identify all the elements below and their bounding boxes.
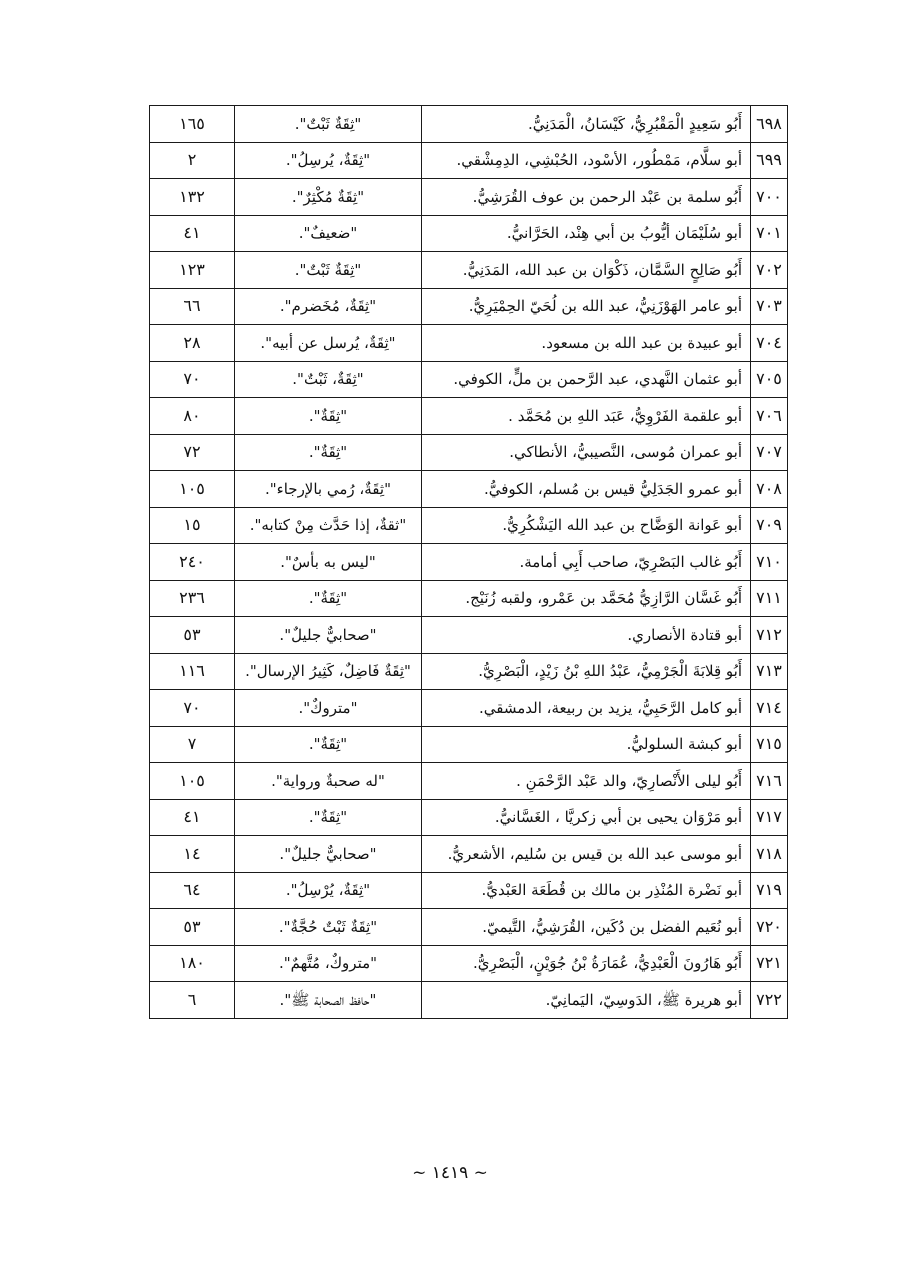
narrator-grade: "ثقةٌ، إذا حَدَّث مِنْ كتابه". (235, 507, 422, 544)
row-number: ٧١٣ (751, 653, 788, 690)
table-row (150, 544, 788, 581)
narrator-grade: "ثِقَةٌ، مُخَضرم". (235, 288, 422, 325)
table-row (150, 325, 788, 362)
row-number: ٧١٩ (751, 872, 788, 909)
narrator-grade: "حافظ الصحابة ﷺ". (235, 982, 422, 1019)
narrator-name: أبو سُلَيْمَان أيُّوبُ بن أبي هِنْد، الحَرَّانيُّ. (422, 215, 751, 252)
narrator-name: أبو عبيدة بن عبد الله بن مسعود. (422, 325, 751, 362)
narrator-name: أبو كامل الرَّحَبِيُّ، يزيد بن ربيعة، الدمشقي. (422, 690, 751, 727)
narration-count: ٤١ (150, 215, 235, 252)
narrator-name: أبو قتادة الأنصاري. (422, 617, 751, 654)
row-number: ٧٠٣ (751, 288, 788, 325)
narrator-grade: "ثِقَةٌ، رُمي بالإرجاء". (235, 471, 422, 508)
narrator-grade: "ثِقَةٌ، يُرسِلُ". (235, 142, 422, 179)
table-row (150, 288, 788, 325)
narrator-grade: "ثِقَةٌ فَاضِلٌ، كَثِيرُ الإرسال". (235, 653, 422, 690)
row-number: ٧١٠ (751, 544, 788, 581)
row-number: ٧١٦ (751, 763, 788, 800)
row-number: ٧٠٤ (751, 325, 788, 362)
table-row (150, 252, 788, 289)
table-row (150, 909, 788, 946)
narrator-name: أَبُو هَارُونَ الْعَبْدِيُّ، عُمَارَةُ بْنُ جُوَيْنٍ، الْبَصْرِيُّ. (422, 945, 751, 982)
narration-count: ٨٠ (150, 398, 235, 435)
narrator-grade: "ثِقَةٌ". (235, 799, 422, 836)
narrator-grade: "ليس به بأسٌ". (235, 544, 422, 581)
narrator-grade: "ثِقَةٌ، ثَبْتٌ". (235, 361, 422, 398)
narrator-grade: "له صحبةٌ ورواية". (235, 763, 422, 800)
table-row (150, 398, 788, 435)
narrator-name: أَبُو سَعِيدٍ الْمَقْبُرِيُّ، كَيْسَانُ، الْمَدَنِيُّ. (422, 106, 751, 143)
narrator-grade: "ثِقَةٌ ثَبْتٌ". (235, 252, 422, 289)
narration-count: ١٢٣ (150, 252, 235, 289)
narrator-grade: "صحابيٌّ جليلٌ". (235, 836, 422, 873)
row-number: ٧٠٨ (751, 471, 788, 508)
row-number: ٧١٧ (751, 799, 788, 836)
narrators-table (149, 105, 788, 1019)
narration-count: ١١٦ (150, 653, 235, 690)
row-number: ٧٢٢ (751, 982, 788, 1019)
row-number: ٧٢١ (751, 945, 788, 982)
narration-count: ١٤ (150, 836, 235, 873)
narration-count: ٧ (150, 726, 235, 763)
table-row (150, 872, 788, 909)
narration-count: ١٦٥ (150, 106, 235, 143)
narrator-grade: "ثِقَةٌ ثَبْتٌ حُجَّةٌ". (235, 909, 422, 946)
row-number: ٧١٥ (751, 726, 788, 763)
narrator-name: أبو موسى عبد الله بن قيس بن سُليم، الأشعريُّ. (422, 836, 751, 873)
narration-count: ٢٤٠ (150, 544, 235, 581)
narrator-grade: "ثِقَةٌ". (235, 580, 422, 617)
row-number: ٧١١ (751, 580, 788, 617)
narration-count: ٧٢ (150, 434, 235, 471)
table-row (150, 179, 788, 216)
row-number: ٦٩٨ (751, 106, 788, 143)
narrator-grade: "متروكٌ". (235, 690, 422, 727)
narration-count: ١٨٠ (150, 945, 235, 982)
narrator-name: أبو علقمة الفَرْوِيُّ، عَبَد اللهِ بن مُحَمَّد . (422, 398, 751, 435)
narrator-name: أَبُو سلمة بن عَبْد الرحمن بن عوف القُرَشِيُّ. (422, 179, 751, 216)
narration-count: ١٠٥ (150, 471, 235, 508)
narrator-name: أَبُو غالب البَصْرِيّ، صاحب أَبِي أمامة. (422, 544, 751, 581)
narration-count: ١٥ (150, 507, 235, 544)
row-number: ٧٠٧ (751, 434, 788, 471)
table-row (150, 726, 788, 763)
row-number: ٧٠٩ (751, 507, 788, 544)
narration-count: ٦٤ (150, 872, 235, 909)
table-row (150, 142, 788, 179)
row-number: ٧١٨ (751, 836, 788, 873)
row-number: ٧٠٦ (751, 398, 788, 435)
narrator-name: أبو عمران مُوسى، النَّصيبيُّ، الأنطاكي. (422, 434, 751, 471)
narrator-grade: "ثِقَةٌ". (235, 434, 422, 471)
narrator-name: أبو نَضْرة المُنْذِر بن مالك بن قُطَعَة العَبْديُّ. (422, 872, 751, 909)
table-row (150, 799, 788, 836)
narrator-grade: "ثِقَةٌ، يُرسل عن أبيه". (235, 325, 422, 362)
narration-count: ٦ (150, 982, 235, 1019)
narration-count: ١٠٥ (150, 763, 235, 800)
narrator-grade: "ثِقَةٌ مُكْثِرٌ". (235, 179, 422, 216)
row-number: ٧٠٠ (751, 179, 788, 216)
table-row (150, 471, 788, 508)
table-row (150, 690, 788, 727)
narrator-name: أبو عثمان النَّهدي، عبد الرَّحمن بن ملٍّ، الكوفي. (422, 361, 751, 398)
narration-count: ٢٨ (150, 325, 235, 362)
narrator-name: أبو عامر الهَوْزَنِيُّ، عبد الله بن لُحَيّ الحِمْيَرِيُّ. (422, 288, 751, 325)
row-number: ٧٠٢ (751, 252, 788, 289)
narration-count: ٦٦ (150, 288, 235, 325)
table-row (150, 945, 788, 982)
table-row (150, 434, 788, 471)
narration-count: ٥٣ (150, 617, 235, 654)
table-row (150, 836, 788, 873)
narrator-name: أبو كبشة السلوليُّ. (422, 726, 751, 763)
row-number: ٧٠١ (751, 215, 788, 252)
narrator-grade: "ثِقَةٌ ثَبْتٌ". (235, 106, 422, 143)
narrator-name: أَبُو غَسَّان الرَّازِيُّ مُحَمَّد بن عَمْرو، ولقبه زُنَيْج. (422, 580, 751, 617)
narrator-name: أَبُو ليلى الأَنْصارِيّ، والد عَبْد الرَّحْمَنِ . (422, 763, 751, 800)
table-row (150, 361, 788, 398)
narrator-name: أبو عمرو الجَدَلِيُّ قيس بن مُسلم، الكوفيُّ. (422, 471, 751, 508)
row-number: ٦٩٩ (751, 142, 788, 179)
table-row (150, 763, 788, 800)
narration-count: ٧٠ (150, 690, 235, 727)
table-row (150, 580, 788, 617)
table-row (150, 617, 788, 654)
narrator-grade: "متروكٌ، مُتَّهمٌ". (235, 945, 422, 982)
narrator-name: أبو سلَّام، مَمْطُور، الأسْود، الحُبْشِي، الدِمِشْقي. (422, 142, 751, 179)
page-number: ~ ١٤١٩ ~ (412, 1163, 488, 1183)
table-row (150, 507, 788, 544)
narrator-grade: "ثِقَةٌ". (235, 726, 422, 763)
narration-count: ٧٠ (150, 361, 235, 398)
narration-count: ٤١ (150, 799, 235, 836)
narrator-name: أبو هريرة ﷺ، الدَوسِيّ، اليَمانِيّ. (422, 982, 751, 1019)
narrator-grade: "ثِقَةٌ، يُرْسِلُ". (235, 872, 422, 909)
narrator-name: أبو نُعَيم الفضل بن دُكَين، القُرَشِيُّ، التَّيميّ. (422, 909, 751, 946)
row-number: ٧٠٥ (751, 361, 788, 398)
narration-count: ٢ (150, 142, 235, 179)
narration-count: ٢٣٦ (150, 580, 235, 617)
narrator-name: أَبُو صَالِحٍ السَّمَّان، ذَكْوَان بن عبد الله، المَدَنِيُّ. (422, 252, 751, 289)
narration-count: ١٣٢ (150, 179, 235, 216)
row-number: ٧٢٠ (751, 909, 788, 946)
narrators-table-body (150, 106, 788, 1019)
narrator-grade: "صحابيٌّ جليلٌ". (235, 617, 422, 654)
table-row (150, 106, 788, 143)
narrator-name: أبو عَوانة الوَضَّاح بن عبد الله اليَشْكُرِيُّ. (422, 507, 751, 544)
narration-count: ٥٣ (150, 909, 235, 946)
table-row (150, 982, 788, 1019)
narrator-grade: "ثِقَةٌ". (235, 398, 422, 435)
row-number: ٧١٢ (751, 617, 788, 654)
narrator-grade: "ضعيفٌ". (235, 215, 422, 252)
row-number: ٧١٤ (751, 690, 788, 727)
narrator-name: أبو مَرْوَان يحيى بن أبي زكريَّا ، الغَسَّانيُّ. (422, 799, 751, 836)
table-row (150, 215, 788, 252)
table-row (150, 653, 788, 690)
narrator-name: أَبُو قِلابَةَ الْجَرْمِيُّ، عَبْدُ اللهِ بْنُ زَيْدٍ، الْبَصْرِيُّ. (422, 653, 751, 690)
